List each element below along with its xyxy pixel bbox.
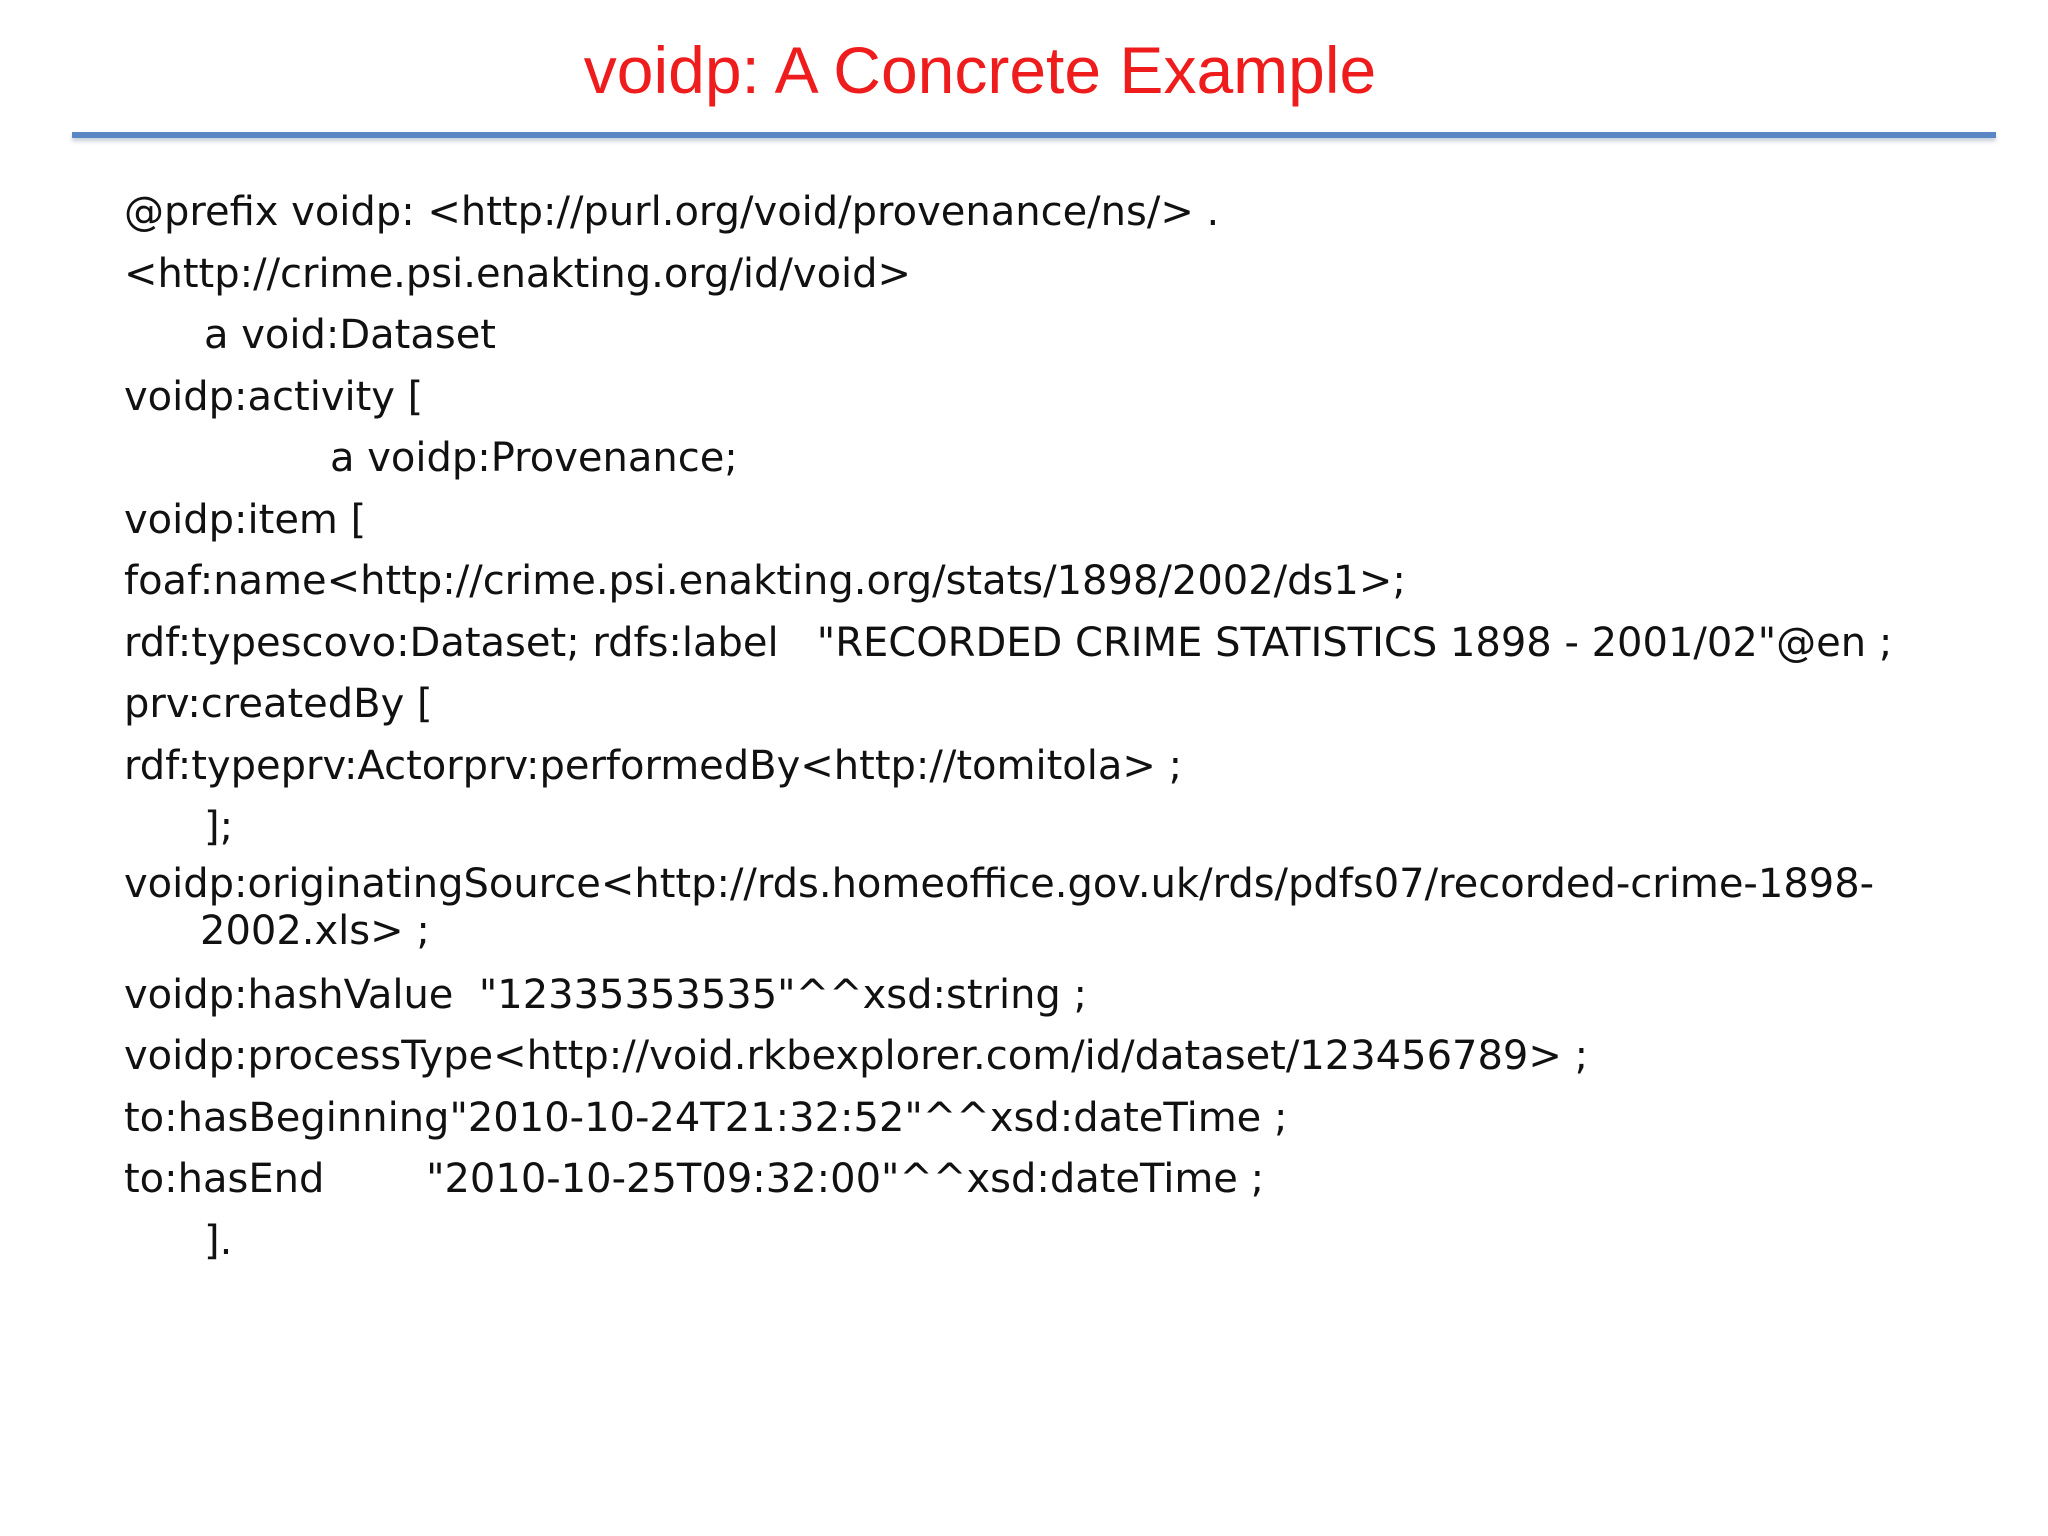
- code-line: voidp:hashValue "12335353535"^^xsd:string ;: [124, 971, 1088, 1018]
- code-block: [124, 182, 2004, 1272]
- code-line-continuation: 2002.xls> ;: [200, 907, 430, 954]
- code-line: voidp:originatingSource<http://rds.homeoffice.gov.uk/rds/pdfs07/recorded-crime-1898-: [124, 860, 1875, 907]
- code-line: foaf:name<http://crime.psi.enakting.org/stats/1898/2002/ds1>;: [124, 558, 1406, 604]
- code-line: ];: [204, 804, 234, 850]
- code-line: <http://crime.psi.enakting.org/id/void>: [124, 250, 912, 297]
- title-divider: [72, 132, 1996, 138]
- code-line: @prefix voidp: <http://purl.org/void/provenance/ns/> .: [124, 189, 1220, 235]
- code-line: a voidp:Provenance;: [330, 435, 738, 481]
- code-line: rdf:typeprv:Actorprv:performedBy<http://tomitola> ;: [124, 742, 1183, 789]
- code-line: voidp:item [: [124, 496, 367, 543]
- code-line: voidp:activity [: [124, 373, 424, 420]
- code-line: to:hasBeginning"2010-10-24T21:32:52"^^xsd:dateTime ;: [124, 1094, 1288, 1141]
- code-line: rdf:typescovo:Dataset; rdfs:label "RECORDED CRIME STATISTICS 1898 - 2001/02"@en ;: [124, 619, 1893, 666]
- code-line: prv:createdBy [: [124, 681, 433, 727]
- code-line: ].: [204, 1217, 233, 1264]
- code-line: voidp:processType<http://void.rkbexplorer.com/id/dataset/123456789> ;: [124, 1033, 1589, 1079]
- code-line: a void:Dataset: [204, 312, 496, 358]
- slide-title: voidp: A Concrete Example: [583, 33, 1377, 107]
- code-line: to:hasEnd "2010-10-25T09:32:00"^^xsd:dateTime ;: [124, 1156, 1265, 1202]
